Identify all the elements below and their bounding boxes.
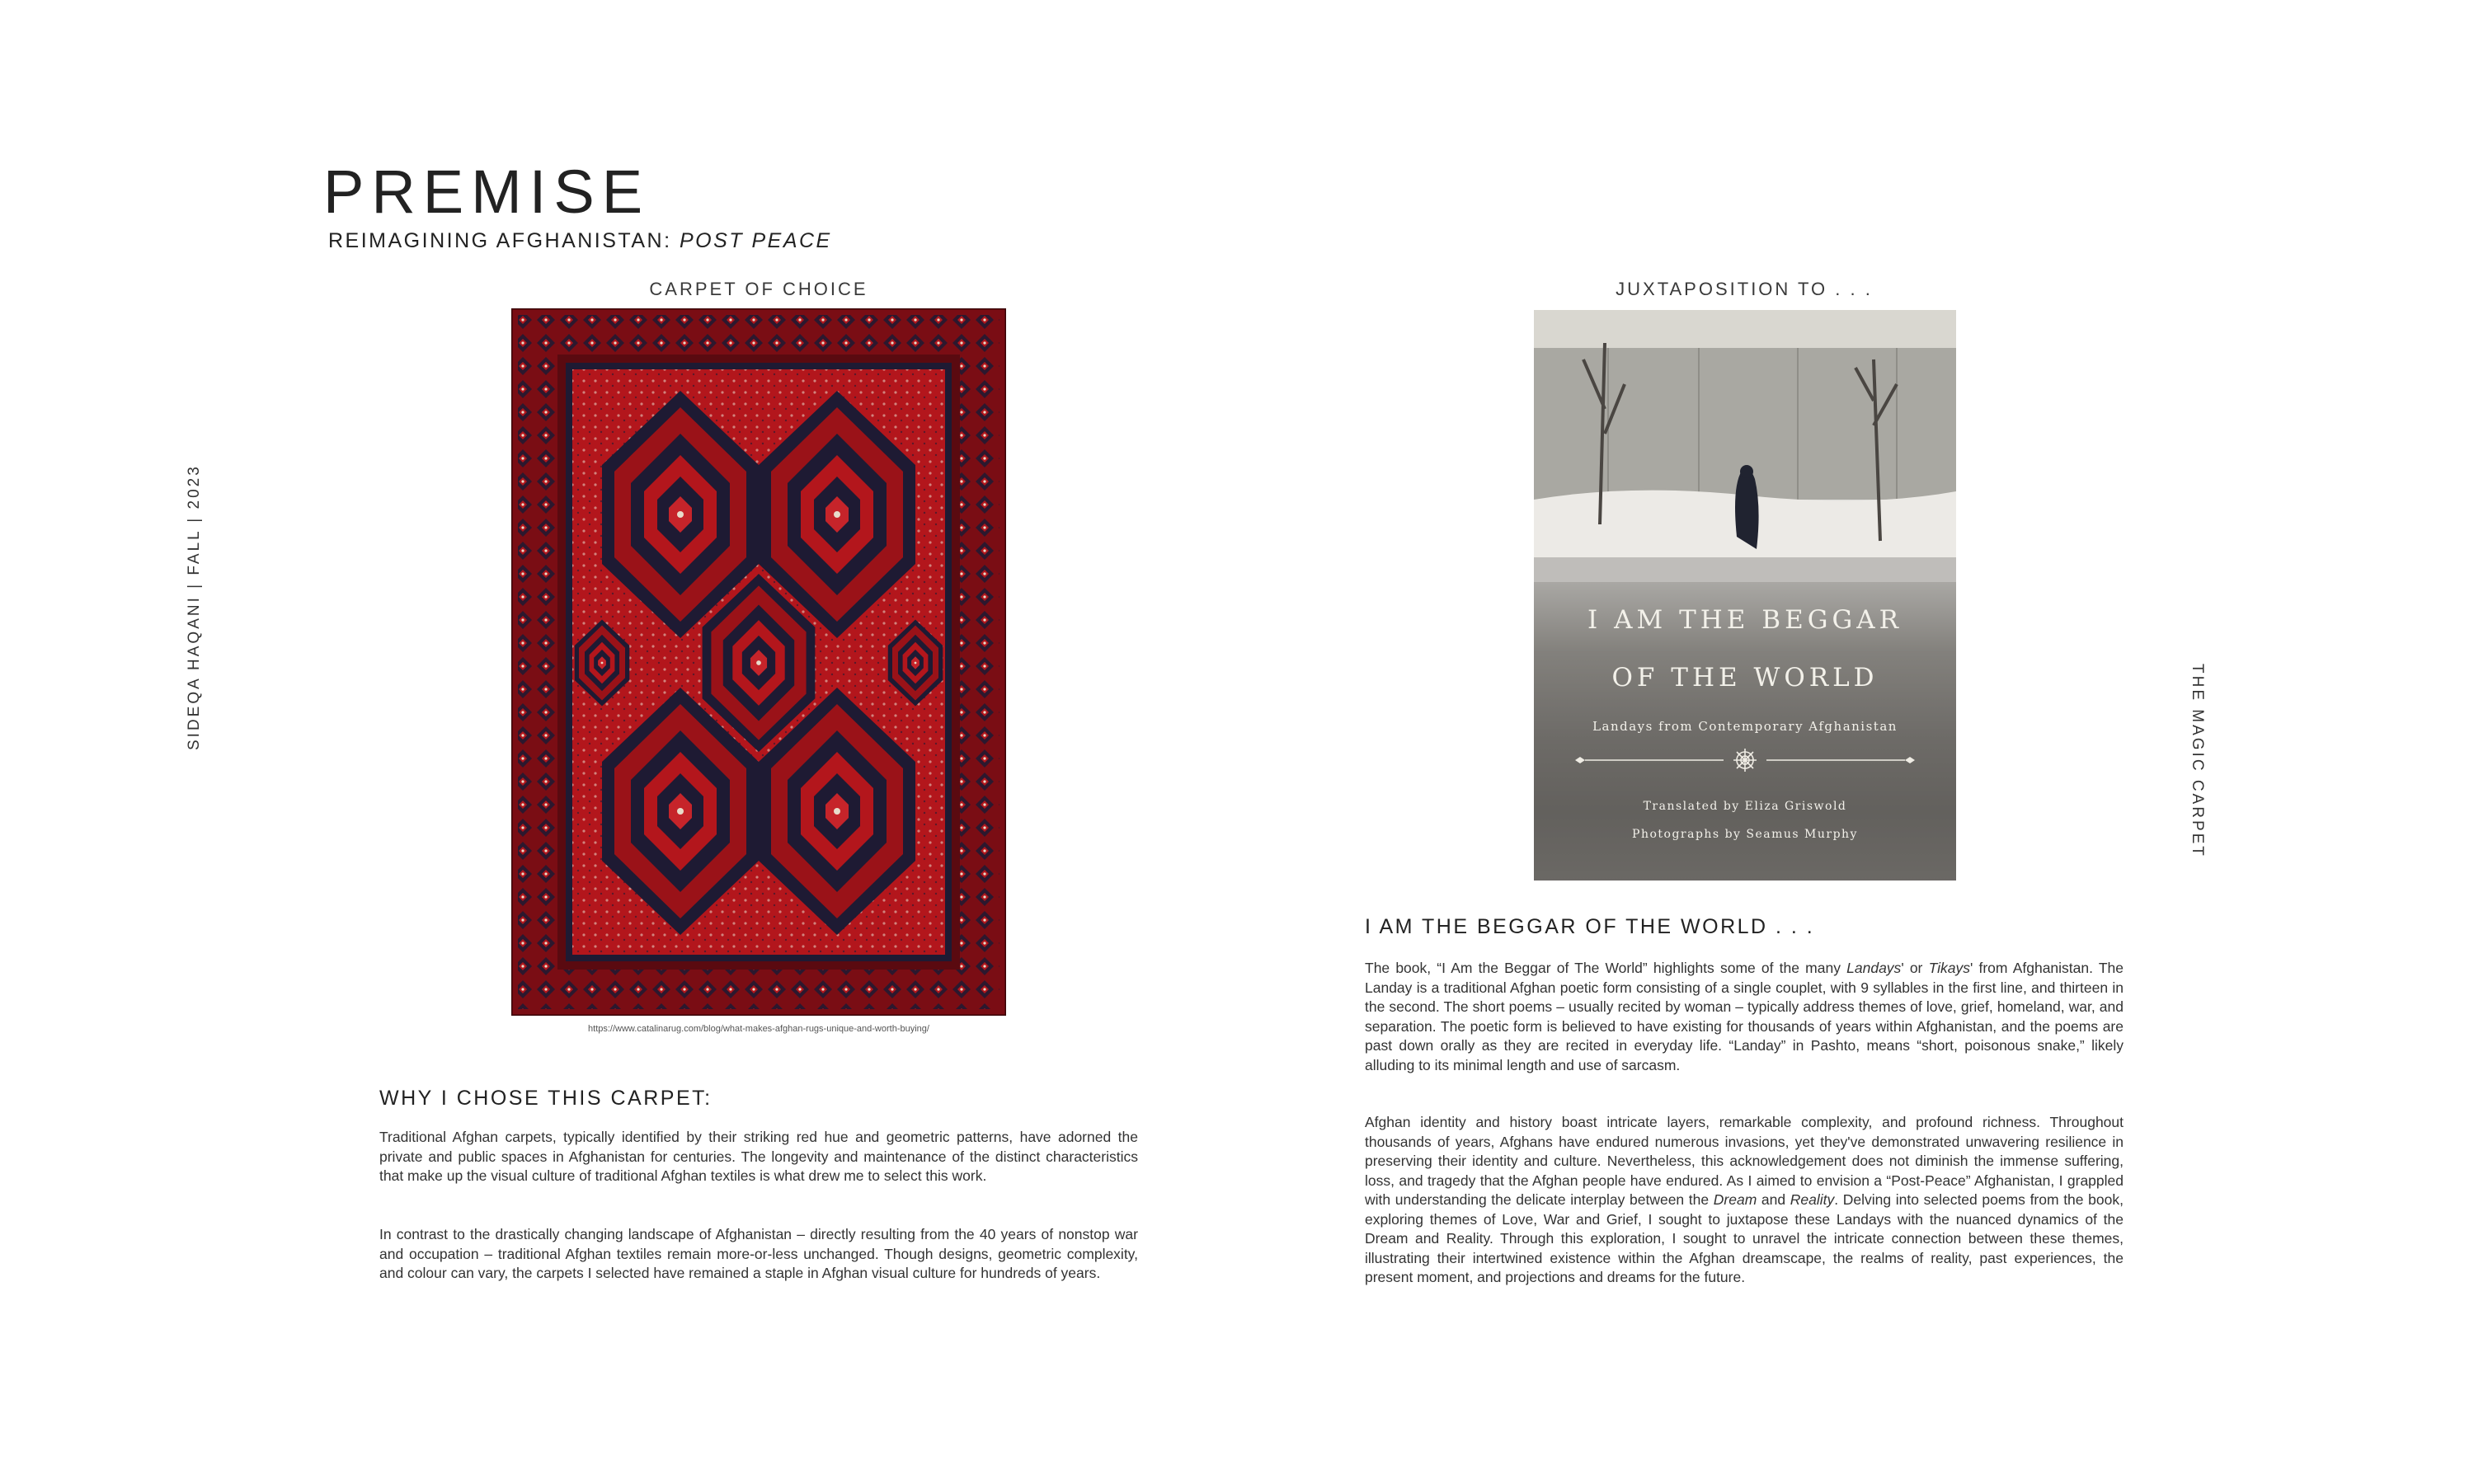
dream-term: Dream [1713, 1191, 1757, 1208]
beggar-p1-text-b: ' or [1901, 960, 1929, 976]
beggar-p2-text-b: and [1757, 1191, 1790, 1208]
beggar-p2-text-c: . Delving into selected poems from the book, exploring themes of Love, War and Grief, I sought to juxtapose these Landays with the nuanced dynamics of the Dream and Reality. Through this exploration, I sought to unravel the intricate connection between these themes, illustrating their intertwined existence within the Afghan dreamscape, the realms of reality, past experiences, the present moment, and projections and dreams for the future. [1365, 1191, 2124, 1285]
book-title-line2: OF THE WORLD [1611, 663, 1879, 693]
beggar-paragraph-2 [1365, 1113, 2124, 1288]
book-cover [1534, 310, 1956, 881]
carpet-image [511, 308, 1006, 1016]
beggar-p2-text-a: Afghan identity and history boast intricate layers, remarkable complexity, and profound richness. Throughout thousands of years, Afghans have endured numerous invasions, yet they've demonstrated unwavering resilience in preserving their identity and culture. Nevertheless, this acknowledgement does not diminish the immense suffering, loss, and tragedy that the Afghan people have endured. As I aimed to envision a “Post-Peace” Afghanistan, I grappled with understanding the delicate interplay between the [1365, 1114, 2124, 1208]
book-subtitle: Landays from Contemporary Afghanistan [1592, 719, 1898, 734]
book-photographer: Photographs by Seamus Murphy [1632, 828, 1858, 841]
page-subtitle [328, 229, 832, 253]
why-heading: WHY I CHOSE THIS CARPET: [379, 1087, 713, 1110]
juxtaposition-caption: JUXTAPOSITION TO . . . [1616, 279, 1873, 299]
project-side-label: THE MAGIC CARPET [2189, 664, 2206, 858]
author-side-label: SIDEQA HAQANI | FALL | 2023 [186, 464, 203, 750]
landays-term: Landays [1846, 960, 1902, 976]
book-title-line1: I AM THE BEGGAR [1587, 605, 1903, 635]
beggar-p1-text-c: ' from Afghanistan. The Landay is a traditional Afghan poetic form consisting of a single couplet, with 9 syllables in the first line, and thirteen in the second. The short poems – usually recited by woman – typically address themes of love, grief, homeland, war, and separation. The poetic form is believed to have existing for thousands of years within Afghanistan, and the poems are past down orally as they are recited in everyday life. “Landay” in Pashto, means “short, poisonous snake,” likely alluding to its minimal length and use of sarcasm. [1365, 960, 2124, 1073]
book-translator: Translated by Eliza Griswold [1643, 800, 1847, 813]
carpet-caption: CARPET OF CHOICE [649, 279, 868, 299]
subtitle-italic: POST PEACE [679, 229, 832, 252]
ornament-icon [1534, 747, 1956, 772]
beggar-p1-text-a: The book, “I Am the Beggar of The World” highlights some of the many [1365, 960, 1847, 976]
beggar-heading: I AM THE BEGGAR OF THE WORLD . . . [1365, 915, 1815, 938]
why-paragraph-1: Traditional Afghan carpets, typically identified by their striking red hue and geometric patterns, have adorned the private and public spaces in Afghanistan for centuries. The longevity and maintenance of the distinct characteristics that make up the visual culture of traditional Afghan textiles is what drew me to select this work. [379, 1129, 1138, 1184]
tikays-term: Tikays [1928, 960, 1970, 976]
beggar-paragraph-1 [1365, 959, 2124, 1075]
why-paragraph-2: In contrast to the drastically changing landscape of Afghanistan – directly resulting from the 40 years of nonstop war and occupation – traditional Afghan textiles remain more-or-less unchanged. Though designs, geometric complexity, and colour can vary, the carpets I selected have remained a staple in Afghan visual culture for hundreds of years. [379, 1226, 1138, 1281]
subtitle-main: REIMAGINING AFGHANISTAN: [328, 229, 680, 252]
reality-term: Reality [1790, 1191, 1835, 1208]
carpet-source-url: https://www.catalinarug.com/blog/what-makes-afghan-rugs-unique-and-worth-buying/ [588, 1024, 929, 1034]
page-title: PREMISE [323, 157, 651, 226]
